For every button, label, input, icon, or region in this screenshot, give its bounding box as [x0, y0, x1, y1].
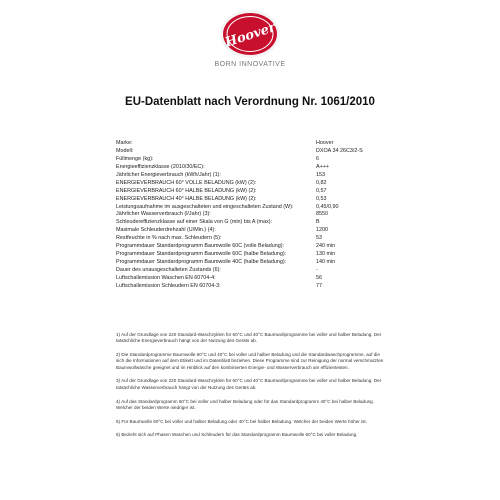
spec-label: Programmdauer Standardprogramm Baumwolle 60C (halbe Beladung): — [116, 251, 287, 258]
spec-value: 240 min — [316, 243, 336, 250]
spec-label: Schleudereffizienzklasse auf einer Skala von G (min) bis A (max): — [116, 219, 272, 226]
spec-row — [116, 251, 416, 259]
spec-label: Modell: — [116, 147, 134, 154]
spec-value: 0,53 — [316, 195, 327, 202]
spec-label: Dauer des unausgeschalteten Zustands (6): — [116, 267, 221, 273]
spec-row — [116, 140, 416, 148]
logo-wordmark: Hoover — [223, 20, 278, 51]
hoover-logo — [213, 8, 287, 60]
spec-value: 0,57 — [316, 187, 327, 194]
spec-label: Jährlicher Wasserverbrauch (l/Jahr) (3): — [116, 211, 211, 218]
footnote: 1) Auf der Grundlage von 220 Standard-Waschzyklen für 60°C und 40°C Baumwollprogramme bei voller und halber Beladung. Der tatsächliche Energieverbrauch hängt von der Nutzung des Geräts ab. — [116, 332, 382, 344]
spec-value: B — [316, 219, 320, 226]
spec-row — [116, 196, 416, 204]
spec-label: ENERGIEVERBRAUCH 60° VOLLE BELADUNG (kW) (2): — [116, 179, 257, 186]
spec-table — [116, 140, 416, 291]
spec-row — [116, 219, 416, 227]
spec-row — [116, 235, 416, 243]
spec-value: 153 — [316, 171, 325, 178]
spec-row — [116, 204, 416, 212]
spec-value: 0,45/0,90 — [316, 203, 339, 210]
spec-row — [116, 188, 416, 196]
spec-value: 0,82 — [316, 179, 327, 186]
spec-row — [116, 172, 416, 180]
spec-label: Luftschallemission Waschen EN 60704-4: — [116, 274, 216, 281]
spec-row — [116, 227, 416, 235]
page-title: EU-Datenblatt nach Verordnung Nr. 1061/2010 — [125, 96, 375, 108]
spec-value: 140 min — [316, 259, 336, 266]
spec-row — [116, 180, 416, 188]
spec-value: Hoover — [316, 140, 334, 146]
spec-label: ENERGIEVERBRAUCH 60° HALBE BELADUNG (kW) (2): — [116, 187, 257, 194]
spec-value: 130 min — [316, 251, 336, 258]
spec-row — [116, 148, 416, 156]
spec-label: Programmdauer Standardprogramm Baumwolle 40C (halbe Beladung): — [116, 259, 287, 266]
spec-value: A+++ — [316, 163, 330, 170]
spec-label: ENERGIEVERBRAUCH 40° HALBE BELADUNG (kW) (2): — [116, 195, 257, 202]
spec-value: DXOA 34 26C3/2-S — [316, 147, 363, 154]
spec-value: 8550 — [316, 211, 328, 218]
brand-tagline: BORN INNOVATIVE — [214, 61, 286, 68]
spec-row — [116, 243, 416, 251]
spec-label: Maximale Schleuderdrehzahl (U/Min.) (4): — [116, 227, 216, 234]
footnote: 4) Auf das Standardprogramm 60°C bei voller und halber Beladung oder für das Standardprogramm 40°C bei halber Beladung. Welcher der beiden Werte niedriger ist. — [116, 398, 375, 410]
spec-value: 53 — [316, 235, 322, 242]
spec-label: Leistungsaufnahme im ausgeschalteten und eingeschalteten Zustand (W): — [116, 203, 294, 210]
spec-value: 56 — [316, 274, 322, 281]
spec-label: Energieeffizienzklasse (2010/30/EC): — [116, 163, 205, 170]
footnotes — [116, 332, 386, 446]
spec-label: Jährlicher Energieverbrauch (kWh/Jahr) (1): — [116, 171, 221, 178]
footnote: 6) Bezieht sich auf Phasen Waschen und Schleudern für das Standardprogramm Baumwolle 60°C bei voller Beladung. — [116, 432, 358, 438]
footnote: 2) Die Standardprogramme Baumwolle 60°C und 40°C bei voller und halber Beladung und die Standardwaschprogramme, auf die sich die Informationen auf dem Etikett und im Datenblatt beziehen. Diese Programme sind zur Reinigung der normal verschmutzten Baumwollwäsche geeignet und im Hinblick auf den kombinierten Energie- und Wasserverbrauch am effizientesten. — [116, 352, 384, 370]
spec-row — [116, 275, 416, 283]
footnote: 3) Auf der Grundlage von 220 Standard-Waschzyklen für 60°C und 40°C Baumwollprogramme bei voller und halber Beladung. Der tatsächliche Wasserverbrauch hängt von der Nutzung des Geräts ab. — [116, 378, 382, 390]
spec-value: 77 — [316, 282, 322, 289]
footnote: 5) Für Baumwolle 60°C bei voller und halber Beladung oder 40°C bei halber Beladung. Welcher der beiden Werte höher ist. — [116, 418, 367, 424]
header — [0, 0, 500, 80]
spec-row — [116, 259, 416, 267]
spec-label: Luftschallemission Schleudern EN 60704-3: — [116, 282, 221, 289]
spec-label: Programmdauer Standardprogramm Baumwolle 60C (volle Beladung): — [116, 243, 285, 250]
spec-label: Restfeuchte in % nach max. Schleudern (5): — [116, 235, 222, 242]
spec-row — [116, 164, 416, 172]
spec-row — [116, 283, 416, 291]
spec-value: 6 — [316, 155, 319, 162]
spec-row — [116, 156, 416, 164]
spec-label: Marke: — [116, 140, 133, 146]
spec-value: - — [316, 267, 318, 273]
spec-value: 1200 — [316, 227, 328, 234]
spec-row — [116, 267, 416, 275]
spec-row — [116, 211, 416, 219]
spec-label: Füllmenge (kg): — [116, 155, 154, 162]
